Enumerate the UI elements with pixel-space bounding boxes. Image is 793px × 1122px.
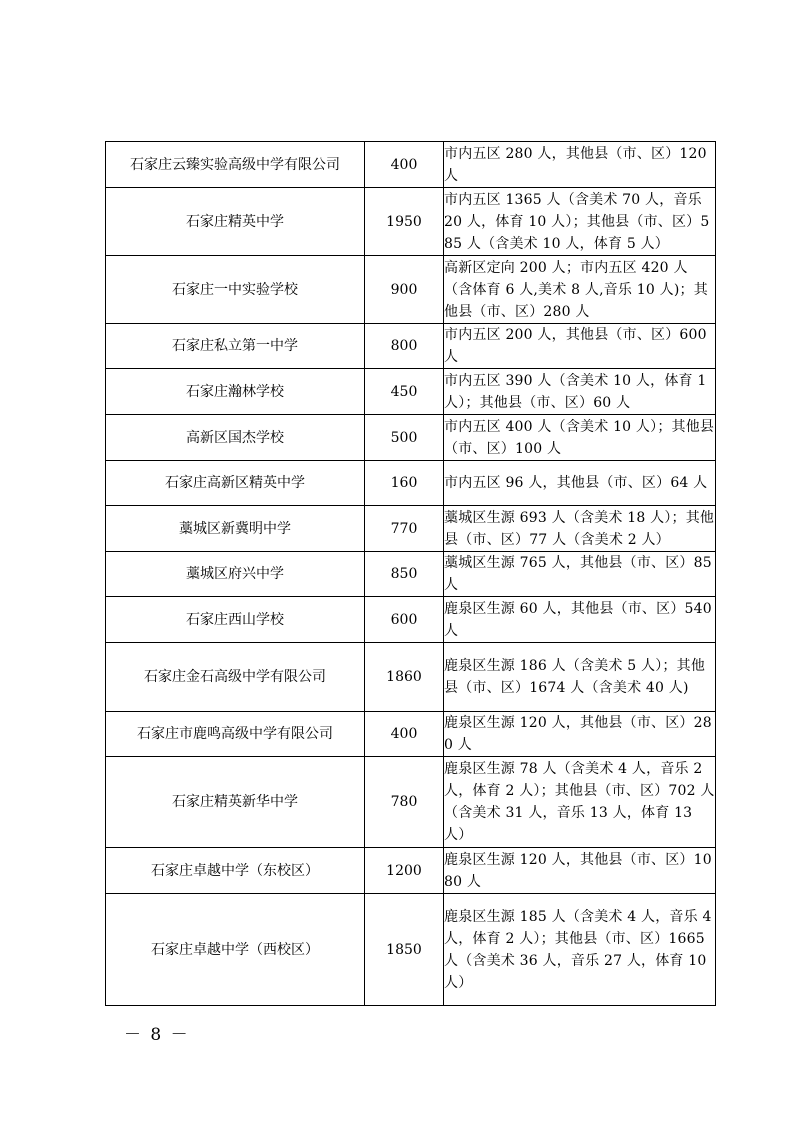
plan-count-cell: 1200 bbox=[365, 848, 444, 894]
table-row bbox=[106, 597, 716, 643]
quota-detail-cell: 鹿泉区生源 120 人，其他县（市、区）280 人 bbox=[444, 712, 716, 757]
school-name-cell: 石家庄市鹿鸣高级中学有限公司 bbox=[106, 712, 365, 757]
school-name-cell: 石家庄西山学校 bbox=[106, 597, 365, 643]
table-row bbox=[106, 324, 716, 369]
table-row bbox=[106, 643, 716, 712]
plan-count-cell: 850 bbox=[365, 552, 444, 597]
school-name-cell: 石家庄精英中学 bbox=[106, 188, 365, 256]
plan-count-cell: 1860 bbox=[365, 643, 444, 712]
table-row bbox=[106, 894, 716, 1006]
school-name-cell: 石家庄卓越中学（西校区） bbox=[106, 894, 365, 1006]
plan-count-cell: 900 bbox=[365, 256, 444, 324]
quota-detail-cell: 市内五区 1365 人（含美术 70 人，音乐 20 人，体育 10 人）；其他县（市、区）585 人（含美术 10 人，体育 5 人） bbox=[444, 188, 716, 256]
plan-count-cell: 1950 bbox=[365, 188, 444, 256]
plan-count-cell: 600 bbox=[365, 597, 444, 643]
table-row bbox=[106, 848, 716, 894]
plan-count-cell: 1850 bbox=[365, 894, 444, 1006]
quota-detail-cell: 市内五区 390 人（含美术 10 人，体育 1 人）；其他县（市、区）60 人 bbox=[444, 369, 716, 415]
school-name-cell: 高新区国杰学校 bbox=[106, 415, 365, 461]
table-row bbox=[106, 369, 716, 415]
plan-count-cell: 400 bbox=[365, 142, 444, 188]
quota-detail-cell: 市内五区 400 人（含美术 10 人）；其他县（市、区）100 人 bbox=[444, 415, 716, 461]
plan-count-cell: 500 bbox=[365, 415, 444, 461]
table-row bbox=[106, 757, 716, 848]
table-row bbox=[106, 712, 716, 757]
school-name-cell: 石家庄私立第一中学 bbox=[106, 324, 365, 369]
table-row bbox=[106, 256, 716, 324]
school-name-cell: 石家庄高新区精英中学 bbox=[106, 461, 365, 506]
plan-count-cell: 800 bbox=[365, 324, 444, 369]
quota-detail-cell: 鹿泉区生源 120 人，其他县（市、区）1080 人 bbox=[444, 848, 716, 894]
school-name-cell: 藁城区新冀明中学 bbox=[106, 506, 365, 552]
plan-count-cell: 450 bbox=[365, 369, 444, 415]
table-body bbox=[106, 142, 716, 1006]
table-row bbox=[106, 188, 716, 256]
quota-detail-cell: 高新区定向 200 人；市内五区 420 人（含体育 6 人,美术 8 人,音乐 10 人)；其他县（市、区）280 人 bbox=[444, 256, 716, 324]
plan-count-cell: 400 bbox=[365, 712, 444, 757]
table-row bbox=[106, 142, 716, 188]
quota-detail-cell: 鹿泉区生源 186 人（含美术 5 人）；其他县（市、区）1674 人（含美术 40 人) bbox=[444, 643, 716, 712]
quota-detail-cell: 鹿泉区生源 185 人（含美术 4 人，音乐 4 人，体育 2 人）；其他县（市、区）1665 人（含美术 36 人，音乐 27 人，体育 10 人） bbox=[444, 894, 716, 1006]
quota-detail-cell: 藁城区生源 765 人，其他县（市、区）85 人 bbox=[444, 552, 716, 597]
plan-count-cell: 160 bbox=[365, 461, 444, 506]
table-row bbox=[106, 415, 716, 461]
quota-detail-cell: 鹿泉区生源 60 人，其他县（市、区）540 人 bbox=[444, 597, 716, 643]
quota-detail-cell: 鹿泉区生源 78 人（含美术 4 人，音乐 2 人，体育 2 人）；其他县（市、区）702 人（含美术 31 人，音乐 13 人，体育 13 人） bbox=[444, 757, 716, 848]
table-row bbox=[106, 461, 716, 506]
page-number: － 8 － bbox=[124, 1025, 190, 1045]
quota-detail-cell: 市内五区 200 人，其他县（市、区）600 人 bbox=[444, 324, 716, 369]
plan-count-cell: 770 bbox=[365, 506, 444, 552]
school-name-cell: 石家庄云臻实验高级中学有限公司 bbox=[106, 142, 365, 188]
table-row bbox=[106, 552, 716, 597]
school-name-cell: 藁城区府兴中学 bbox=[106, 552, 365, 597]
quota-detail-cell: 市内五区 96 人，其他县（市、区）64 人 bbox=[444, 461, 716, 506]
school-name-cell: 石家庄瀚林学校 bbox=[106, 369, 365, 415]
plan-count-cell: 780 bbox=[365, 757, 444, 848]
school-name-cell: 石家庄金石高级中学有限公司 bbox=[106, 643, 365, 712]
quota-detail-cell: 藁城区生源 693 人（含美术 18 人）；其他县（市、区）77 人（含美术 2 人） bbox=[444, 506, 716, 552]
school-name-cell: 石家庄卓越中学（东校区） bbox=[106, 848, 365, 894]
table-row bbox=[106, 506, 716, 552]
school-name-cell: 石家庄精英新华中学 bbox=[106, 757, 365, 848]
quota-detail-cell: 市内五区 280 人，其他县（市、区）120 人 bbox=[444, 142, 716, 188]
school-name-cell: 石家庄一中实验学校 bbox=[106, 256, 365, 324]
admission-plan-table bbox=[105, 141, 716, 1006]
